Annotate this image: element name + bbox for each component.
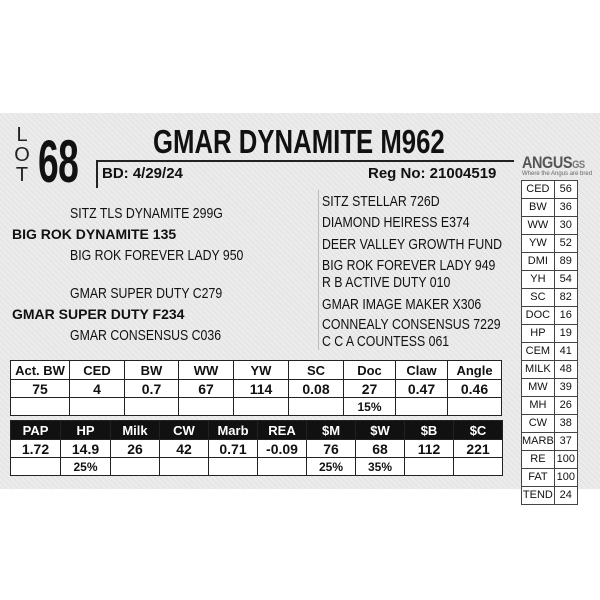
side-epd-row <box>522 181 578 199</box>
side-epd-value: 19 <box>554 325 577 343</box>
side-epd-trait: MW <box>522 379 555 397</box>
pedigree-right-line: GMAR IMAGE MAKER X306 <box>322 296 482 313</box>
epd-table-2-header: Milk <box>111 421 160 440</box>
epd-table-1-header: Claw <box>396 361 448 380</box>
epd-table-1-value: 0.7 <box>125 380 179 398</box>
side-epd-value: 16 <box>554 307 577 325</box>
epd-table-1-header: Angle <box>448 361 502 380</box>
epd-table-2-percentile: 35% <box>356 458 405 476</box>
pedigree-right-line: CONNEALY CONSENSUS 7229 <box>322 316 501 333</box>
lot-letter: L <box>16 124 28 146</box>
side-epd-row <box>522 343 578 361</box>
logo-tagline: Where the Angus are bred <box>522 171 593 177</box>
epd-table-1-value: 67 <box>179 380 234 398</box>
side-epd-value: 100 <box>554 451 577 469</box>
epd-table-2-percentile <box>209 458 258 476</box>
side-epd-value: 52 <box>554 235 577 253</box>
epd-table-2-value: 42 <box>160 440 209 458</box>
epd-table-1-header: CED <box>70 361 125 380</box>
pedigree-right-line: C C A COUNTESS 061 <box>322 333 450 350</box>
side-epd-value: 89 <box>554 253 577 271</box>
epd-table-2-value: 0.71 <box>209 440 258 458</box>
epd-table-1-percentile <box>234 398 289 416</box>
epd-table-2-percentile <box>111 458 160 476</box>
epd-table-2-header: $B <box>405 421 454 440</box>
side-epd-trait: CED <box>522 181 555 199</box>
sire-dam: BIG ROK FOREVER LADY 950 <box>70 247 244 264</box>
pedigree-right-line: R B ACTIVE DUTY 010 <box>322 274 451 291</box>
sire-sire: SITZ TLS DYNAMITE 299G <box>70 205 223 222</box>
side-epd-trait: WW <box>522 217 555 235</box>
side-epd-value: 41 <box>554 343 577 361</box>
epd-table-2-header: PAP <box>11 421 61 440</box>
epd-table-1-percentile <box>70 398 125 416</box>
dam-sire: GMAR SUPER DUTY C279 <box>70 285 223 302</box>
epd-table-1 <box>10 360 502 416</box>
side-epd-trait: BW <box>522 199 555 217</box>
epd-table-1-header: Act. BW <box>11 361 70 380</box>
side-epd-trait: CW <box>522 415 555 433</box>
side-epd-row <box>522 433 578 451</box>
epd-table-2-value: 68 <box>356 440 405 458</box>
epd-table-2-value: -0.09 <box>258 440 307 458</box>
side-epd-table <box>521 180 578 505</box>
epd-table-1-percentile <box>125 398 179 416</box>
side-epd-row <box>522 235 578 253</box>
side-epd-trait: MILK <box>522 361 555 379</box>
pedigree-divider <box>318 190 319 350</box>
epd-table-2-value: 221 <box>454 440 503 458</box>
epd-table-1-value: 75 <box>11 380 70 398</box>
side-epd-value: 30 <box>554 217 577 235</box>
registration-number: Reg No: 21004519 <box>368 165 497 182</box>
epd-table-2-header: Marb <box>209 421 258 440</box>
side-epd-trait: RE <box>522 451 555 469</box>
side-epd-row <box>522 469 578 487</box>
side-epd-trait: YW <box>522 235 555 253</box>
dam-dam: GMAR CONSENSUS C036 <box>70 327 222 344</box>
side-epd-value: 37 <box>554 433 577 451</box>
epd-table-2-percentile <box>11 458 61 476</box>
logo-brand: ANGUS <box>522 153 573 172</box>
side-epd-row <box>522 397 578 415</box>
side-epd-row <box>522 361 578 379</box>
epd-table-2-value: 1.72 <box>11 440 61 458</box>
epd-table-1-value: 0.08 <box>289 380 344 398</box>
epd-table-1-header: BW <box>125 361 179 380</box>
epd-table-2-percentile: 25% <box>61 458 111 476</box>
pedigree-right-line: SITZ STELLAR 726D <box>322 193 440 210</box>
side-epd-trait: HP <box>522 325 555 343</box>
epd-table-1-value: 4 <box>70 380 125 398</box>
epd-table-2-value: 14.9 <box>61 440 111 458</box>
sire: BIG ROK DYNAMITE 135 <box>12 226 177 242</box>
logo-suffix: GS <box>572 159 585 171</box>
pedigree-right-line: DIAMOND HEIRESS E374 <box>322 214 470 231</box>
side-epd-row <box>522 199 578 217</box>
side-epd-row <box>522 271 578 289</box>
side-epd-value: 36 <box>554 199 577 217</box>
side-epd-value: 82 <box>554 289 577 307</box>
side-epd-trait: DOC <box>522 307 555 325</box>
epd-table-1-header: SC <box>289 361 344 380</box>
epd-table-2-header: CW <box>160 421 209 440</box>
title-rule <box>96 160 514 162</box>
epd-table-1-percentile <box>11 398 70 416</box>
epd-table-2-header: $M <box>307 421 356 440</box>
epd-table-1-value: 0.46 <box>448 380 502 398</box>
epd-table-1-percentile <box>289 398 344 416</box>
lot-letter: T <box>15 164 29 186</box>
side-epd-value: 100 <box>554 469 577 487</box>
epd-table-2-percentile <box>405 458 454 476</box>
epd-table-1-percentile <box>448 398 502 416</box>
dam: GMAR SUPER DUTY F234 <box>12 306 185 322</box>
side-epd-row <box>522 451 578 469</box>
side-epd-trait: DMI <box>522 253 555 271</box>
side-epd-row <box>522 217 578 235</box>
title-rule-vertical <box>96 160 98 188</box>
side-epd-row <box>522 253 578 271</box>
epd-table-2-header: $W <box>356 421 405 440</box>
side-epd-trait: FAT <box>522 469 555 487</box>
epd-table-1-percentile <box>179 398 234 416</box>
epd-table-1-percentile <box>396 398 448 416</box>
side-epd-value: 54 <box>554 271 577 289</box>
epd-table-2-percentile <box>160 458 209 476</box>
epd-table-1-header: WW <box>179 361 234 380</box>
side-epd-value: 48 <box>554 361 577 379</box>
side-epd-row <box>522 325 578 343</box>
epd-table-1-value: 27 <box>344 380 396 398</box>
side-epd-value: 39 <box>554 379 577 397</box>
epd-table-1-header: Doc <box>344 361 396 380</box>
side-epd-trait: CEM <box>522 343 555 361</box>
lot-label <box>10 125 34 185</box>
side-epd-row <box>522 307 578 325</box>
birth-date: BD: 4/29/24 <box>102 165 183 182</box>
epd-table-2 <box>10 420 503 476</box>
side-epd-trait: YH <box>522 271 555 289</box>
side-epd-trait: MARB <box>522 433 555 451</box>
side-epd-value: 24 <box>554 487 577 505</box>
epd-table-2-header: REA <box>258 421 307 440</box>
epd-table-1-value: 114 <box>234 380 289 398</box>
pedigree-right-line: BIG ROK FOREVER LADY 949 <box>322 257 496 274</box>
side-epd-row <box>522 379 578 397</box>
angus-logo <box>522 153 596 177</box>
epd-table-2-header: HP <box>61 421 111 440</box>
lot-number: 68 <box>38 128 79 195</box>
epd-table-2-percentile <box>454 458 503 476</box>
epd-table-2-header: $C <box>454 421 503 440</box>
epd-table-2-percentile <box>258 458 307 476</box>
pedigree-right-line: DEER VALLEY GROWTH FUND <box>322 236 502 253</box>
epd-table-2-value: 26 <box>111 440 160 458</box>
side-epd-value: 56 <box>554 181 577 199</box>
side-epd-row <box>522 487 578 505</box>
side-epd-value: 26 <box>554 397 577 415</box>
side-epd-trait: MH <box>522 397 555 415</box>
epd-table-1-header: YW <box>234 361 289 380</box>
side-epd-trait: TEND <box>522 487 555 505</box>
animal-name: GMAR DYNAMITE M962 <box>153 123 445 160</box>
epd-table-1-value: 0.47 <box>396 380 448 398</box>
side-epd-trait: SC <box>522 289 555 307</box>
side-epd-row <box>522 415 578 433</box>
lot-letter: O <box>14 144 30 166</box>
epd-table-2-value: 112 <box>405 440 454 458</box>
epd-table-1-percentile: 15% <box>344 398 396 416</box>
side-epd-value: 38 <box>554 415 577 433</box>
side-epd-row <box>522 289 578 307</box>
epd-table-2-percentile: 25% <box>307 458 356 476</box>
epd-table-2-value: 76 <box>307 440 356 458</box>
